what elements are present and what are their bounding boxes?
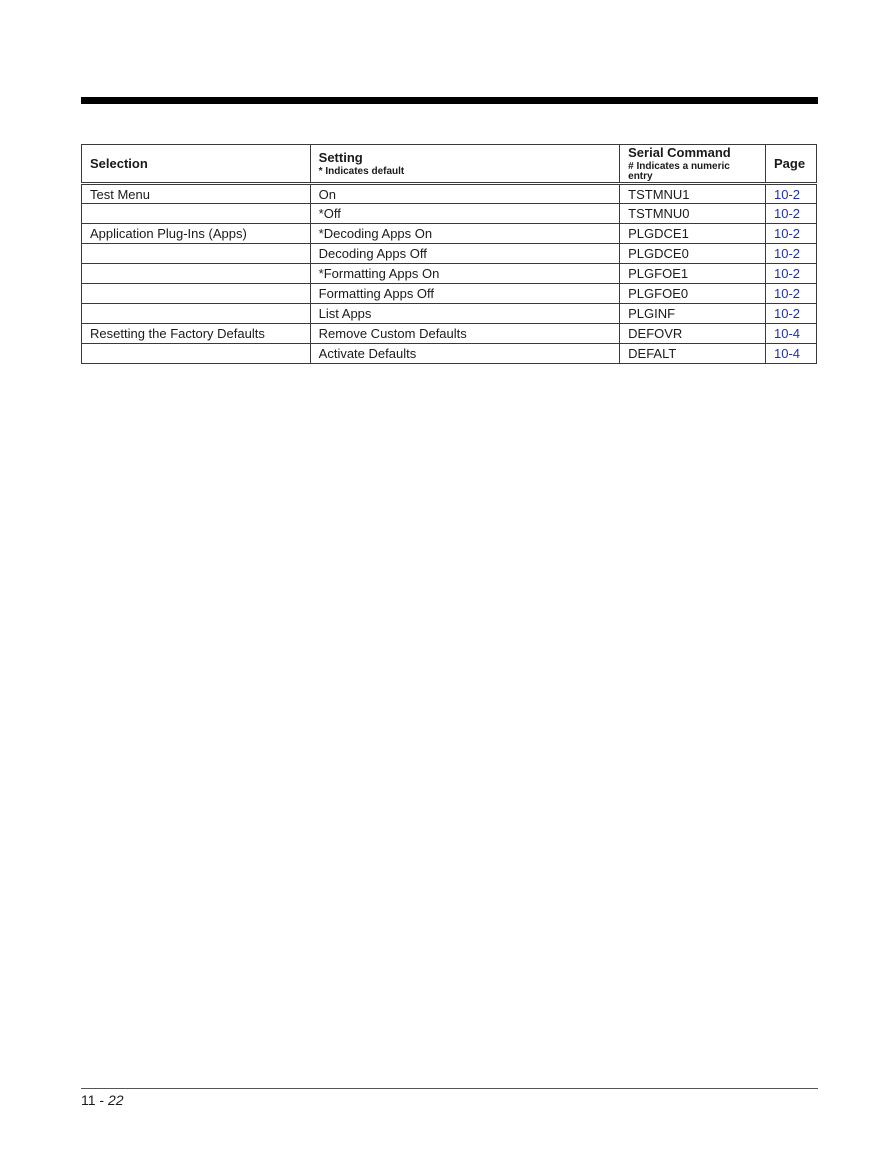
setting-cell: *Formatting Apps On bbox=[310, 264, 619, 284]
page-number-value: 22 bbox=[107, 1092, 124, 1108]
table-header-row bbox=[82, 145, 817, 184]
selection-cell bbox=[82, 344, 311, 364]
header-page bbox=[765, 145, 816, 184]
setting-cell: Remove Custom Defaults bbox=[310, 324, 619, 344]
setting-cell: *Decoding Apps On bbox=[310, 224, 619, 244]
selection-cell bbox=[82, 284, 311, 304]
command-cell: PLGDCE0 bbox=[620, 244, 766, 264]
command-cell: TSTMNU0 bbox=[620, 204, 766, 224]
page-link[interactable]: 10-2 bbox=[765, 304, 816, 324]
bottom-rule bbox=[81, 1088, 818, 1089]
header-setting-note: * Indicates default bbox=[318, 165, 405, 177]
header-serial-command bbox=[620, 145, 766, 184]
setting-cell: Decoding Apps Off bbox=[310, 244, 619, 264]
page-link[interactable]: 10-2 bbox=[765, 264, 816, 284]
table-row bbox=[82, 184, 817, 204]
command-cell: PLGDCE1 bbox=[620, 224, 766, 244]
command-cell: PLGFOE0 bbox=[620, 284, 766, 304]
top-rule bbox=[81, 97, 818, 104]
header-selection-label: Selection bbox=[90, 156, 148, 171]
chapter-number: 11 - bbox=[81, 1092, 108, 1108]
selection-cell bbox=[82, 264, 311, 284]
table-row bbox=[82, 244, 817, 264]
page-link[interactable]: 10-2 bbox=[765, 204, 816, 224]
page-link[interactable]: 10-4 bbox=[765, 324, 816, 344]
page-link[interactable]: 10-4 bbox=[765, 344, 816, 364]
selection-cell bbox=[82, 304, 311, 324]
selection-cell bbox=[82, 204, 311, 224]
table-row bbox=[82, 344, 817, 364]
selection-cell bbox=[82, 244, 311, 264]
selection-cell: Resetting the Factory Defaults bbox=[82, 324, 311, 344]
page-link[interactable]: 10-2 bbox=[765, 284, 816, 304]
menu-commands-table bbox=[81, 144, 817, 364]
table-row bbox=[82, 304, 817, 324]
command-cell: PLGINF bbox=[620, 304, 766, 324]
setting-cell: List Apps bbox=[310, 304, 619, 324]
setting-cell: On bbox=[310, 184, 619, 204]
command-cell: DEFALT bbox=[620, 344, 766, 364]
table-row bbox=[82, 264, 817, 284]
header-selection bbox=[82, 145, 311, 184]
setting-cell: *Off bbox=[310, 204, 619, 224]
command-cell: TSTMNU1 bbox=[620, 184, 766, 204]
header-setting-label: Setting bbox=[318, 149, 363, 165]
table-row bbox=[82, 324, 817, 344]
page-link[interactable]: 10-2 bbox=[765, 224, 816, 244]
table-row bbox=[82, 204, 817, 224]
table-row bbox=[82, 224, 817, 244]
page-number bbox=[81, 1092, 124, 1108]
command-cell: DEFOVR bbox=[620, 324, 766, 344]
table-row bbox=[82, 284, 817, 304]
header-page-label: Page bbox=[773, 156, 806, 171]
setting-cell: Formatting Apps Off bbox=[310, 284, 619, 304]
header-serial-command-note: # Indicates a numeric entry bbox=[628, 160, 730, 182]
page-link[interactable]: 10-2 bbox=[765, 244, 816, 264]
header-setting bbox=[310, 145, 619, 184]
command-cell: PLGFOE1 bbox=[620, 264, 766, 284]
header-serial-command-label: Serial Command bbox=[628, 144, 731, 160]
selection-cell: Application Plug-Ins (Apps) bbox=[82, 224, 311, 244]
selection-cell: Test Menu bbox=[82, 184, 311, 204]
setting-cell: Activate Defaults bbox=[310, 344, 619, 364]
page-link[interactable]: 10-2 bbox=[765, 184, 816, 204]
